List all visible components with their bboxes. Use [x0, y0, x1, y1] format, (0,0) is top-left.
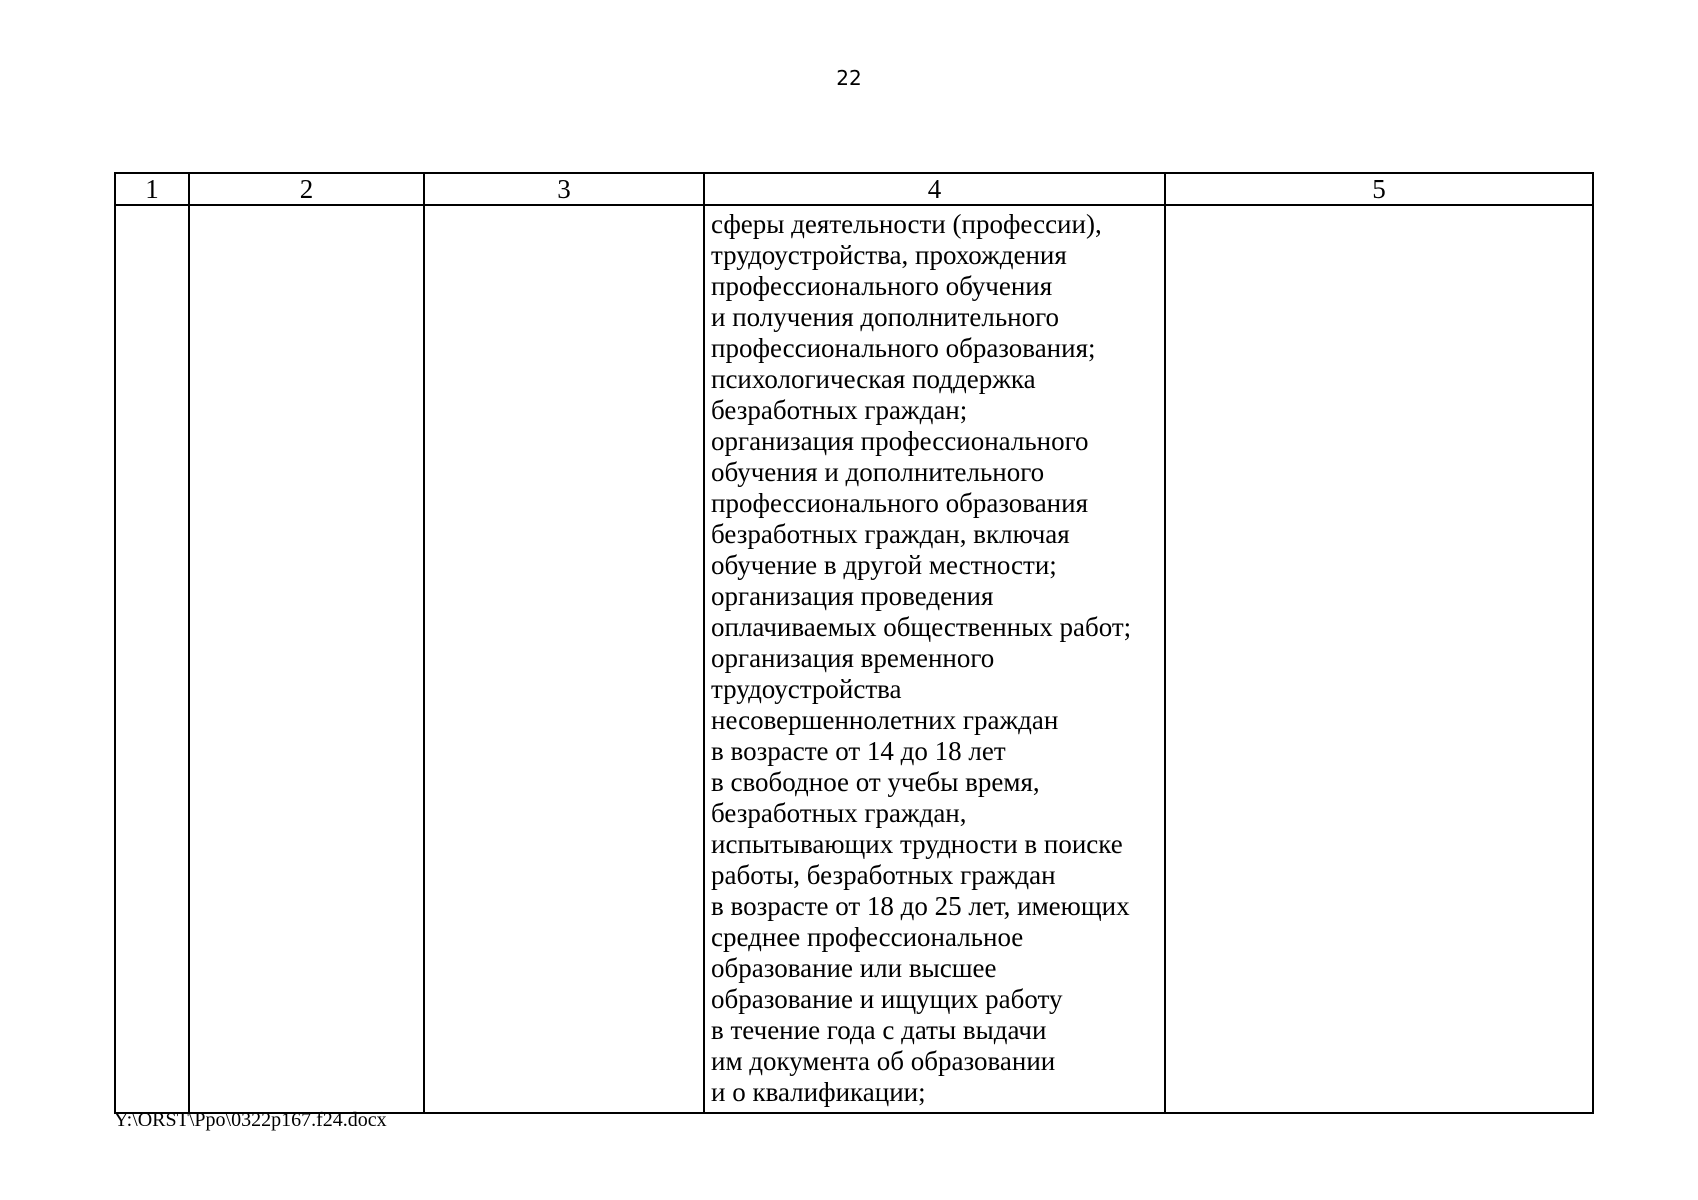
text-line: в течение года с даты выдачи: [711, 1015, 1047, 1045]
text-line: обучения и дополнительного: [711, 457, 1045, 487]
text-line: среднее профессиональное: [711, 922, 1024, 952]
table-header-row: [115, 173, 1593, 205]
cell-col-1: [115, 205, 189, 1113]
cell-col-5: [1165, 205, 1593, 1113]
text-line: образование или высшее: [711, 953, 997, 983]
cell-col-2: [189, 205, 424, 1113]
text-line: работы, безработных граждан: [711, 860, 1056, 890]
text-line: испытывающих трудности в поиске: [711, 829, 1123, 859]
file-path-footer: Y:\ORST\Ppo\0322p167.f24.docx: [114, 1109, 387, 1131]
cell-col-3: [424, 205, 704, 1113]
text-line: безработных граждан, включая: [711, 519, 1070, 549]
column-header-1: 1: [115, 173, 189, 205]
text-line: в возрасте от 18 до 25 лет, имеющих: [711, 891, 1130, 921]
text-line: организация проведения: [711, 581, 994, 611]
text-line: сферы деятельности (профессии),: [711, 209, 1102, 239]
text-line: обучение в другой местности;: [711, 550, 1057, 580]
column-header-2: 2: [189, 173, 424, 205]
text-line: и о квалификации;: [711, 1077, 926, 1107]
column-header-3: 3: [424, 173, 704, 205]
column-header-4: 4: [704, 173, 1165, 205]
text-line: профессионального образования: [711, 488, 1088, 518]
text-line: в возрасте от 14 до 18 лет: [711, 736, 1006, 766]
text-line: трудоустройства: [711, 674, 902, 704]
text-line: оплачиваемых общественных работ;: [711, 612, 1132, 642]
text-line: организация профессионального: [711, 426, 1089, 456]
text-line: несовершеннолетних граждан: [711, 705, 1059, 735]
text-line: безработных граждан;: [711, 395, 968, 425]
cell-col-4: [704, 205, 1165, 1113]
text-line: в свободное от учебы время,: [711, 767, 1040, 797]
table-row: [115, 205, 1593, 1113]
text-line: психологическая поддержка: [711, 364, 1036, 394]
document-table: [114, 172, 1594, 1114]
text-line: профессионального образования;: [711, 333, 1096, 363]
text-line: им документа об образовании: [711, 1046, 1056, 1076]
page-number: 22: [836, 66, 862, 90]
text-line: трудоустройства, прохождения: [711, 240, 1067, 270]
text-line: безработных граждан,: [711, 798, 967, 828]
text-line: организация временного: [711, 643, 995, 673]
text-line: образование и ищущих работу: [711, 984, 1063, 1014]
text-line: профессионального обучения: [711, 271, 1053, 301]
text-line: и получения дополнительного: [711, 302, 1060, 332]
column-header-5: 5: [1165, 173, 1593, 205]
